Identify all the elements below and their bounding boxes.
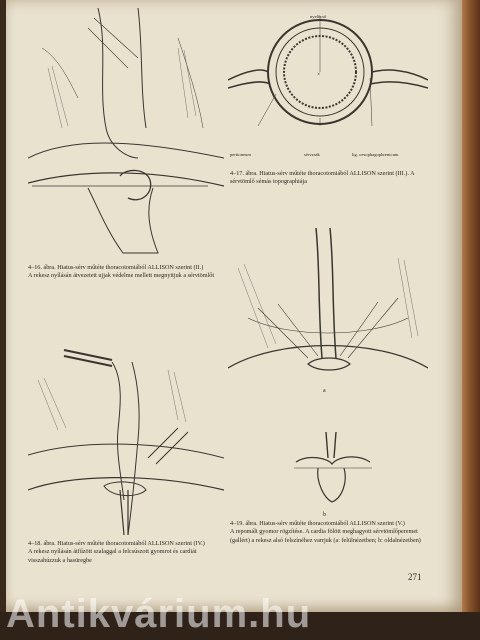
figure-4-19-sub-a: a	[323, 388, 326, 394]
watermark: Antikvárium.hu	[6, 592, 312, 636]
figure-4-17-caption: 4–17. ábra. Hiatus-sérv műtéte thoracotomiából ALLISON szerint (III.). A sérvtömlő sémás topographiája	[230, 170, 415, 186]
figure-4-16-illustration	[28, 8, 224, 258]
label-peritoneum: peritoneum	[230, 152, 251, 157]
page-number: 271	[408, 572, 422, 582]
figure-4-17-illustration	[228, 8, 428, 158]
figure-4-19-sub-b: b	[323, 512, 326, 518]
figure-4-19b-illustration	[288, 428, 378, 508]
figure-4-19a-illustration	[228, 218, 428, 388]
label-nyelocso: nyelőcső	[310, 14, 327, 19]
svg-text:×: ×	[317, 72, 321, 78]
figure-4-16-caption: 4–16. ábra. Hiatus-sérv műtéte thoracotomiából ALLISON szerint (II.) A rekesz nyílásán átvezetett ujjak védelme mellett megnyitjuk a sérvtömlőt	[28, 264, 215, 280]
figure-4-18-illustration	[28, 340, 224, 536]
figure-4-18-caption: 4–18. ábra. Hiatus-sérv műtéte thoracotomiából ALLISON szerint (IV.) A rekesz nyílásán átfűzött szalaggal a felcsúszott gyomrot és cardiát visszahúzzuk a hasüregbe	[28, 540, 205, 564]
label-servzsak: sérvzsák	[304, 152, 320, 157]
figure-4-19-caption: 4–19. ábra. Hiatus-sérv műtéte thoracotomiából ALLISON szerint (V.) A repomált gyomor rögzítése. A cardia fölött meghagyott sérvtömlőperemet (gallért) a rekesz alsó felszínéhez varrjuk (a: felülnézetben; b: oldalnézetben)	[230, 520, 421, 544]
book-edge	[462, 0, 480, 640]
label-lig-oesophagophrenicum: lig. oesophagophrenicum	[352, 152, 399, 157]
